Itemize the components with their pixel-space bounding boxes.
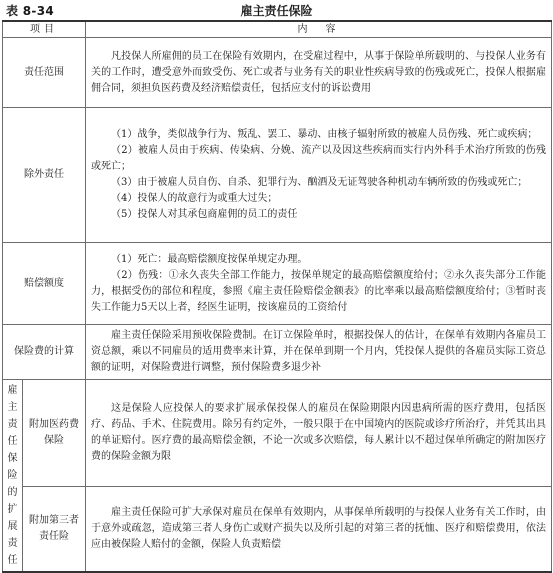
employer-liability-table xyxy=(2,20,552,573)
header-item: 项目 xyxy=(3,21,86,38)
list-item: （1）战争，类似战争行为、叛乱、罢工、暴动、由核子辐射所致的被雇人员伤残、死亡或疾病； xyxy=(111,129,538,140)
row-content-premium xyxy=(86,325,552,380)
list-item: （3）由于被雇人员自伤、自杀、犯罪行为、酗酒及无证驾驶各种机动车辆所致的伤残或死亡； xyxy=(111,177,528,188)
content-paragraph: 雇主责任保险采用预收保险费制。在订立保险单时，根据投保人的估计，在保单有效期内各雇员工资总额，乘以不同雇员的适用费率来计算，并在保单到期一个月内，凭投保人提供的各雇员实际工资总额的证明，对保险费进行调整，预付保险费多退少补 xyxy=(91,330,546,373)
table-row xyxy=(3,486,552,572)
list-item: （4）投保人的故意行为或重大过失； xyxy=(111,193,278,204)
row-label-third-party: 附加第三者责任险 xyxy=(23,486,86,572)
row-label-medical: 附加医药费保险 xyxy=(23,380,86,487)
table-header-bar xyxy=(0,0,553,20)
list-item: （2）伤残：①永久丧失全部工作能力，按保单规定的最高赔偿额度给付；②永久丧失部分工作能力，根据受伤的部位和程度，参照《雇主责任险赔偿金额表》的比率乘以最高赔偿额度给付；③暂时丧失工作能力5天以上者，经医生证明，按该雇员的工资给付 xyxy=(91,269,546,313)
row-content-third-party xyxy=(86,486,552,572)
table-row xyxy=(3,108,552,243)
table-row xyxy=(3,380,552,487)
row-label-scope: 责任范围 xyxy=(3,38,86,108)
row-content-exclusions xyxy=(86,108,552,243)
list-item: （2）被雇人员由于疾病、传染病、分娩、流产以及因这些疾病而实行内外科手术治疗所致的伤残或死亡； xyxy=(91,145,546,172)
table-row xyxy=(3,38,552,108)
list-item: （5）投保人对其承包商雇佣的员工的责任 xyxy=(111,209,298,220)
list-item: （1）死亡：最高赔偿额度按保单规定办理。 xyxy=(111,253,308,265)
content-paragraph: 凡投保人所雇佣的员工在保险有效期内，在受雇过程中，从事于保险单所载明的、与投保人业务有关的工作时，遭受意外而致受伤、死亡或者与业务有关的职业性疾病导致的伤残或死亡，投保人根据雇佣合同，须担负医药费及经济赔偿责任，包括应支付的诉讼费用 xyxy=(91,50,546,94)
extension-group-label: 雇主责任保险的扩展责任 xyxy=(3,380,23,573)
row-content-medical xyxy=(86,380,552,487)
row-label-compensation: 赔偿额度 xyxy=(3,243,86,325)
header-content: 内 容 xyxy=(86,21,552,38)
table-number: 表 8-34 xyxy=(6,4,55,18)
content-paragraph: 这是保险人应投保人的要求扩展承保投保人的雇员在保险期限内因患病所需的医疗费用，包括医疗、药品、手术、住院费用。除另有约定外，一般只限于在中国境内的医院或诊疗所治疗，并凭其出具的单证赔付。医疗费的最高赔偿金额，不论一次或多次赔偿，每人累计以不超过保单所确定的附加医疗费的保险金额为限 xyxy=(91,402,546,462)
table-header-row xyxy=(3,21,552,38)
row-label-premium: 保险费的计算 xyxy=(3,325,86,380)
table-row xyxy=(3,243,552,325)
content-paragraph: 雇主责任保险可扩大承保对雇员在保单有效期内，从事保单所载明的与投保人业务有关工作时，由于意外或疏忽，造成第三者人身伤亡或财产损失以及所引起的对第三者的抚恤、医疗和赔偿费用，依法应由被保险人赔付的金额，保险人负责赔偿 xyxy=(91,506,546,550)
table-title: 雇主责任保险 xyxy=(240,4,313,18)
table-row xyxy=(3,325,552,380)
row-content-compensation xyxy=(86,243,552,325)
row-label-exclusions: 除外责任 xyxy=(3,108,86,243)
row-content-scope xyxy=(86,38,552,108)
